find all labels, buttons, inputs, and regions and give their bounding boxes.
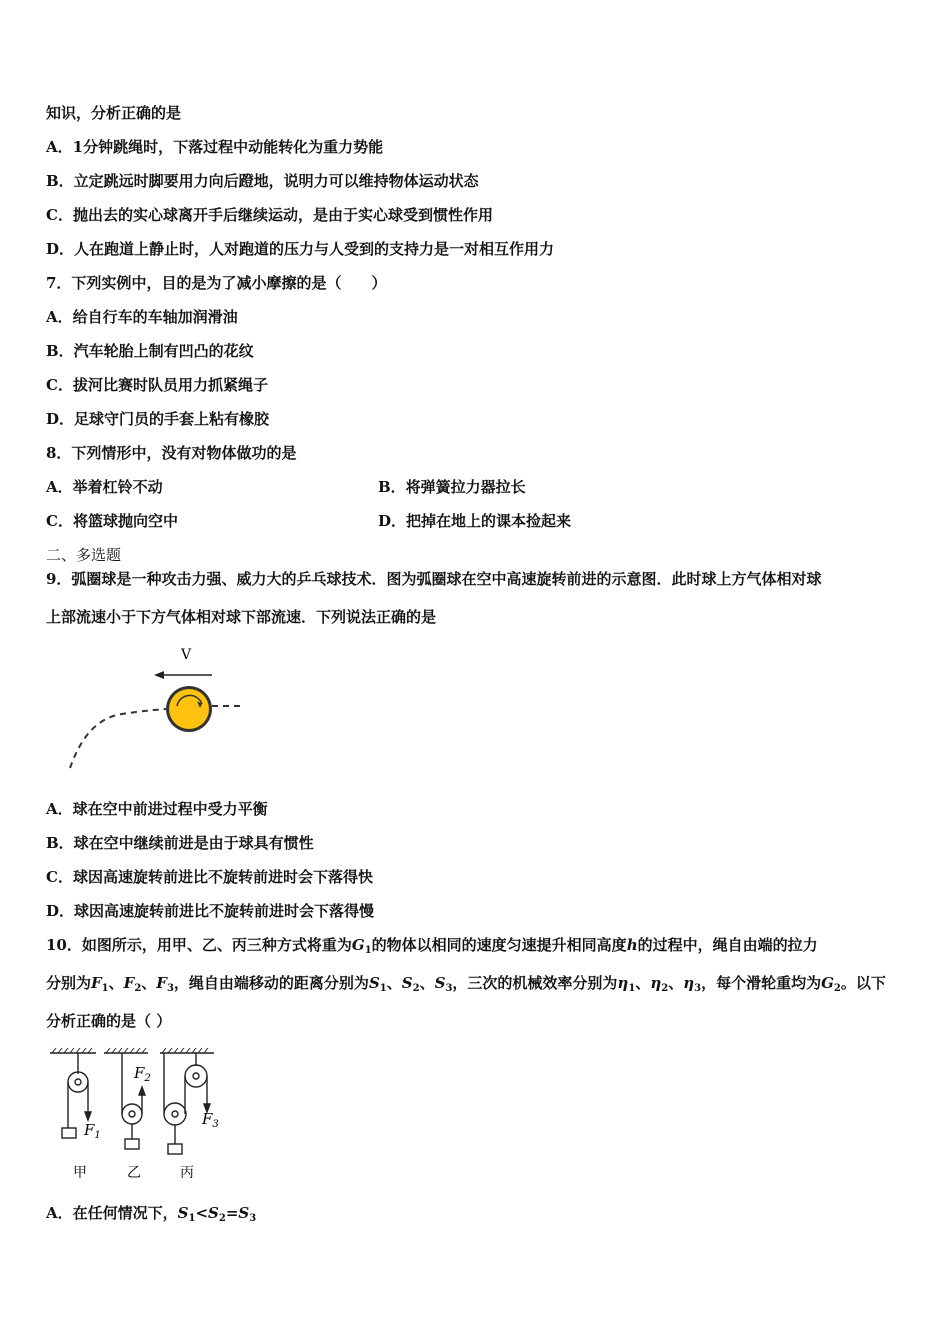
q7-option-b: B．汽车轮胎上制有凹凸的花纹 — [46, 342, 254, 360]
pulley-figure — [48, 1044, 228, 1184]
ceiling-jia — [50, 1048, 96, 1053]
spin-ball-figure — [60, 640, 260, 775]
q7-option-c: C．拔河比赛时队员用力抓紧绳子 — [46, 376, 268, 394]
q9-stem-line1: 9．弧圈球是一种攻击力强、威力大的乒乓球技术．图为弧圈球在空中高速旋转前进的示意图．此时球上方气体相对球 — [46, 570, 822, 588]
ceiling-yi — [104, 1048, 148, 1053]
pulley-system-bing — [164, 1053, 210, 1154]
section-title: 二、多选题 — [46, 546, 122, 564]
q10-stem-line2: 分别为$F_1$、$F_2$、$F_3$，绳自由端移动的距离分别为$S_1$、$S_2$、$S_3$，三次的机械效率分别为$\eta_1$、$\eta_2$、$\eta_3$，每个滑轮重均为$G_2$。以下 — [46, 974, 886, 994]
q9-stem-line2: 上部流速小于下方气体相对球下部流速．下列说法正确的是 — [46, 608, 437, 626]
q6-option-a: A．1分钟跳绳时，下落过程中动能转化为重力势能 — [46, 138, 384, 156]
force-label-f3: $F_3$ — [202, 1110, 219, 1130]
q10-stem-line3: 分析正确的是（ ） — [46, 1012, 172, 1030]
q10-option-a: A．在任何情况下，$S_1<S_2=S_3$ — [46, 1204, 257, 1224]
q9-option-d: D．球因高速旋转前进比不旋转前进时会下落得慢 — [46, 902, 375, 920]
label-bing: 丙 — [180, 1165, 194, 1181]
velocity-label: V — [180, 647, 192, 663]
q10-stem-line1: 10．如图所示，用甲、乙、丙三种方式将重为$G_1$的物体以相同的速度匀速提升相同高度h的过程中，绳自由端的拉力 — [46, 936, 818, 956]
q6-stem-tail: 知识，分析正确的是 — [46, 104, 182, 122]
q8-option-a: A．举着杠铃不动 — [46, 478, 163, 496]
q9-option-a: A．球在空中前进过程中受力平衡 — [46, 800, 268, 818]
label-yi: 乙 — [127, 1165, 141, 1181]
q6-option-c: C．抛出去的实心球离开手后继续运动，是由于实心球受到惯性作用 — [46, 206, 493, 224]
force-label-f2: $F_2$ — [134, 1064, 151, 1084]
force-label-f1: $F_1$ — [84, 1121, 101, 1141]
q6-option-b: B．立定跳远时脚要用力向后蹬地，说明力可以维持物体运动状态 — [46, 172, 479, 190]
q7-option-d: D．足球守门员的手套上粘有橡胶 — [46, 410, 270, 428]
label-jia: 甲 — [73, 1165, 87, 1181]
q8-option-c: C．将篮球抛向空中 — [46, 512, 178, 530]
q7-option-a: A．给自行车的车轴加润滑油 — [46, 308, 238, 326]
q8-option-d: D．把掉在地上的课本捡起来 — [378, 512, 572, 530]
q9-option-c: C．球因高速旋转前进比不旋转前进时会下落得快 — [46, 868, 373, 886]
q6-option-d: D．人在跑道上静止时，人对跑道的压力与人受到的支持力是一对相互作用力 — [46, 240, 555, 258]
q9-option-b: B．球在空中继续前进是由于球具有惯性 — [46, 834, 314, 852]
q8-option-b: B．将弹簧拉力器拉长 — [378, 478, 526, 496]
trajectory-curve — [70, 709, 166, 768]
q8-stem: 8．下列情形中，没有对物体做功的是 — [46, 444, 297, 462]
velocity-arrowhead — [154, 671, 164, 679]
q7-stem: 7．下列实例中，目的是为了减小摩擦的是（ ） — [46, 274, 387, 292]
ceiling-bing — [160, 1048, 214, 1053]
